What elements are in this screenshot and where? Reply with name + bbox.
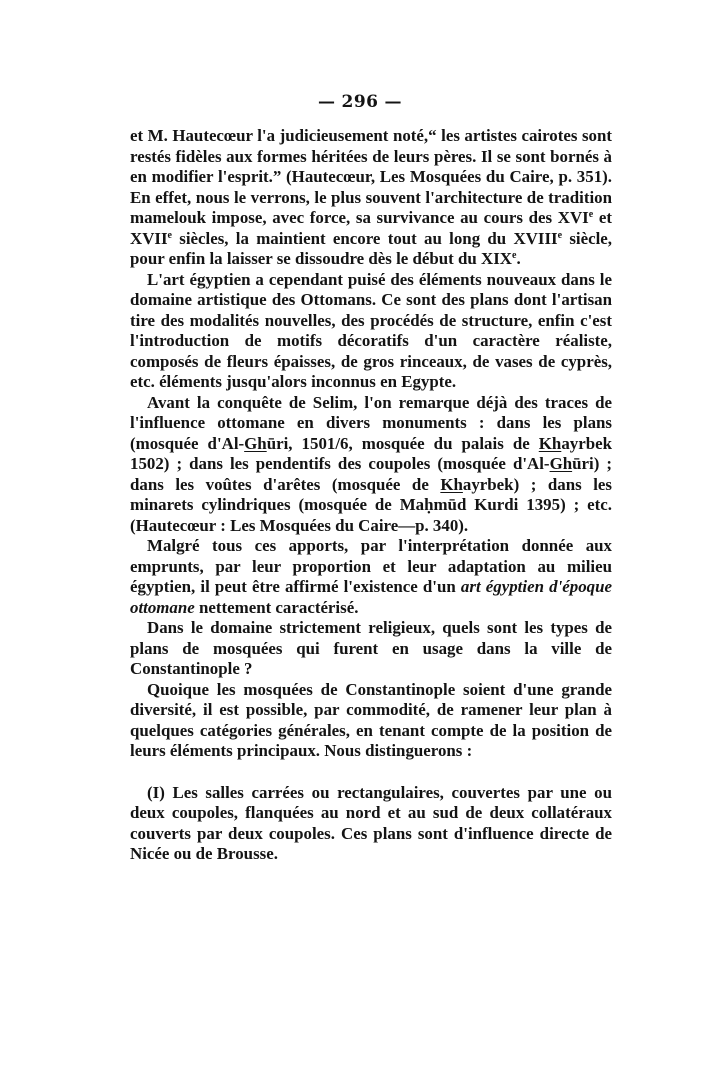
p4-italic-term: art égyptien d'époque ottomane: [130, 577, 612, 617]
p3-text-a: Avant la conquête de Selim, l'on remarque déjà des traces de l'influence ottomane en divers monuments : dans les plans (mosquée d'Al-: [130, 392, 612, 453]
paragraph-2: L'art égyptien a cependant puisé des éléments nouveaux dans le domaine artistique des Ottomans. Ce sont des plans dont l'artisan tire des modalités nouvelles, des procédés de structure, enfin c'est l'introduction de motifs décoratifs d'un caractère réaliste, composés de fleurs épaisses, de gros rinceaux, de vases de cyprès, etc. éléments jusqu'alors inconnus en Egypte.: [130, 269, 612, 391]
p4-text-a: Malgré tous ces apports, par l'interprétation donnée aux emprunts, par leur proportion et leur adaptation au milieu égyptien, il peut être affirmé l'existence d'un: [130, 536, 612, 596]
p3-text-c: ayrbek 1502) ; dans les pendentifs des coupoles (mosquée d'Al-: [130, 433, 612, 473]
page-number-value: 296: [341, 92, 379, 112]
p1-text-a: “ les artistes cairotes sont restés fidèles aux formes héritées de leurs pères. Il se sont bornés à en modifier l'esprit.” (Hautecœur, Les Mosquées du Caire, p. 351). En effet, nous le verrons, le plus souvent l'architecture de tradition mamelouk impose, avec force, sa survivance au cours des XVI: [130, 126, 612, 227]
folio-dash-right: —: [384, 92, 402, 112]
paragraph-6: Quoique les mosquées de Constantinople soient d'une grande diversité, il est possible, par commodité, de ramener leur plan à quelques catégories générales, en tenant compte de la position de leurs éléments principaux. Nous distinguerons :: [130, 679, 612, 760]
paragraph-4: [130, 536, 612, 618]
p3-underlined-kh-2: Kh: [440, 474, 463, 494]
p1-text-e: .: [516, 249, 521, 268]
p3-text-d: ūri) ; dans les voûtes d'arêtes (mosquée de: [130, 454, 612, 494]
p1-text-b: et XVII: [130, 208, 612, 248]
paragraph-7: (I) Les salles carrées ou rectangulaires, couvertes par une ou deux coupoles, flanquées au nord et au sud de deux collatéraux couverts par deux coupoles. Ces plans sont d'influence directe de Nicée ou de Brousse.: [130, 782, 612, 863]
paragraph-3: [130, 393, 612, 537]
paragraph-1: [130, 126, 612, 270]
paragraph-5: Dans le domaine strictement religieux, quels sont les types de plans de mosquées qui furent en usage dans la ville de Constantinople ?: [130, 618, 612, 678]
p3-underlined-gh-1: Gh: [244, 433, 267, 453]
p3-text-b: ūri, 1501/6, mosquée du palais de: [266, 433, 539, 453]
p4-text-b: nettement caractérisé.: [194, 597, 359, 617]
p3-underlined-gh-2: Gh: [549, 454, 573, 473]
body-text: [130, 126, 612, 865]
p1-sup-1: e: [588, 209, 594, 220]
p1-sup-2: e: [167, 229, 172, 241]
p3-text-e: ayrbek) ; dans les minarets cylindriques (mosquée de Maḥmūd Kurdi 1395) ; etc. (Hautecœur : Les Mosquées du Caire—p. 340).: [130, 474, 612, 535]
p1-bold-lead: et M. Hautecœur l'a judicieusement noté,: [130, 126, 429, 145]
p1-sup-3: e: [557, 229, 563, 241]
folio-dash-left: —: [318, 92, 336, 112]
p3-underlined-kh-1: Kh: [538, 433, 562, 453]
p1-text-c: siècles, la maintient encore tout au long du XVIII: [172, 228, 558, 248]
p1-text-d: siècle, pour enfin la laisser se dissoudre dès le début du XIX: [130, 228, 612, 268]
p1-sup-4: e: [512, 250, 517, 261]
page-number: [0, 92, 720, 112]
